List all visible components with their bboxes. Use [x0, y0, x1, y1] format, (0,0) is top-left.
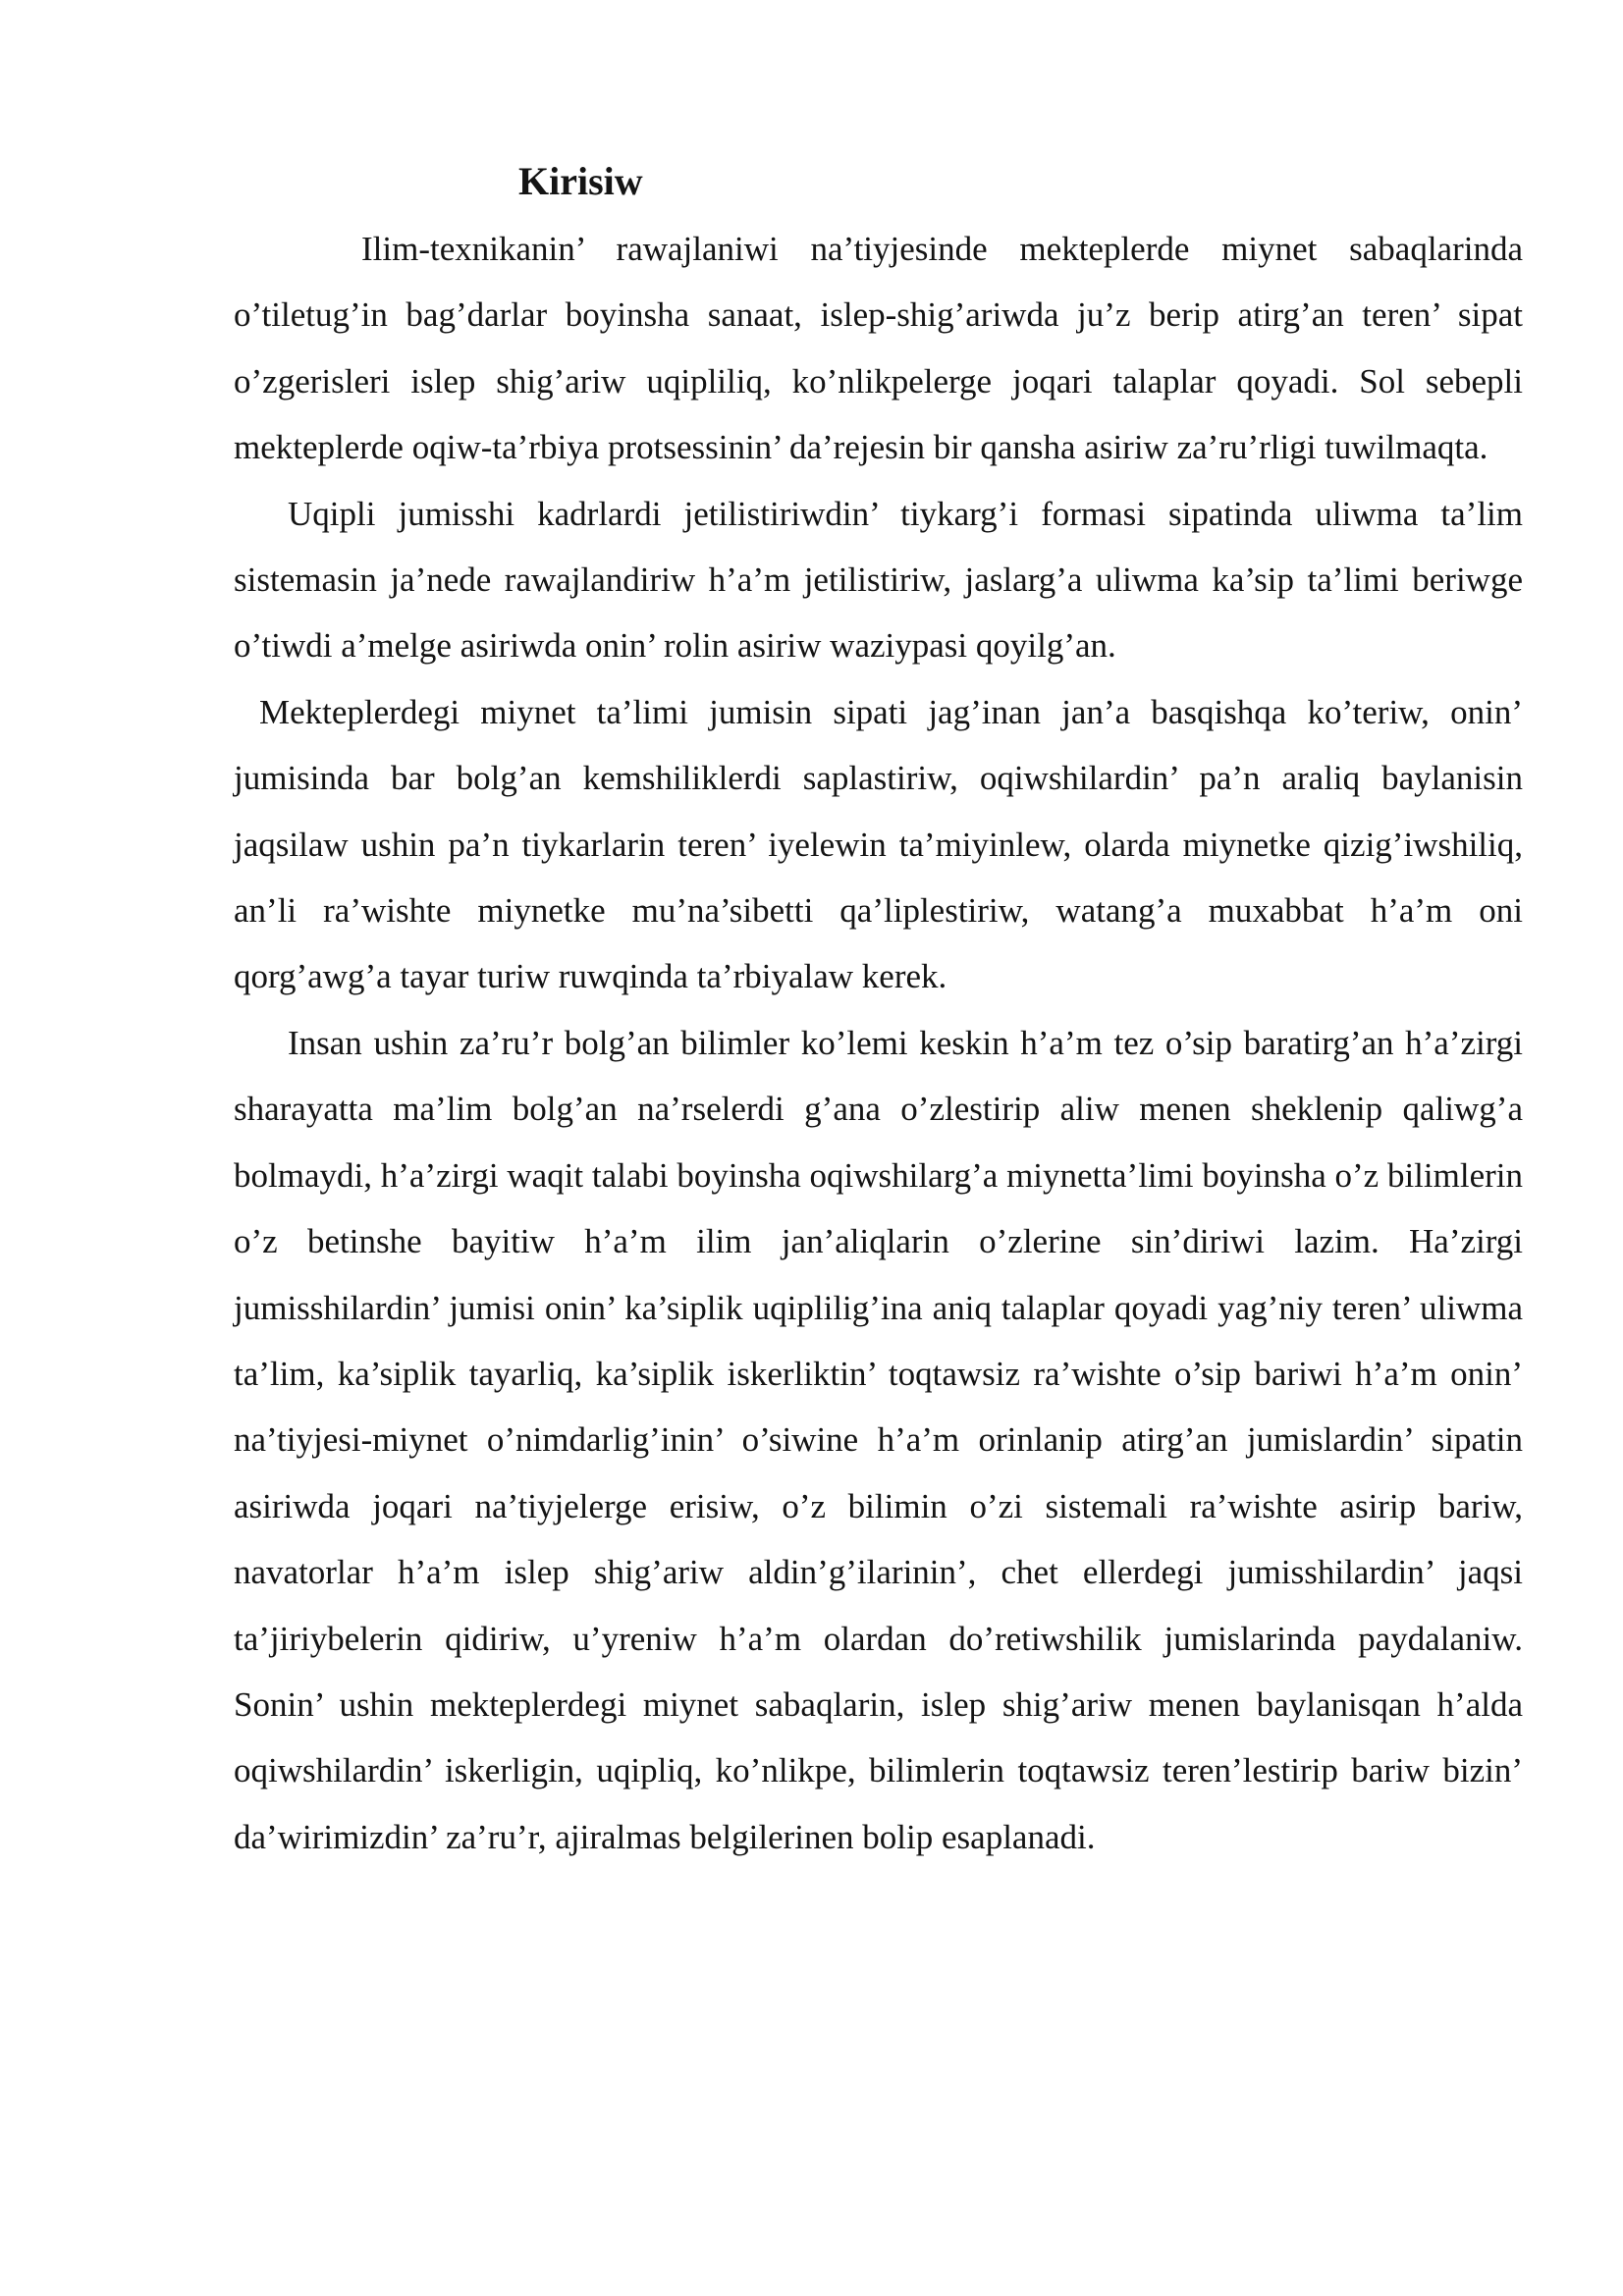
- paragraph-2: Uqipli jumisshi kadrlardi jetilistiriwdin’ tiykarg’i formasi sipatinda uliwma ta’lim sistemasin ja’nede rawajlandiriw h’a’m jetilistiriw, jaslarg’a uliwma ka’sip ta’limi beriwge o’tiwdi a’melge asiriwda onin’ rolin asiriw waziypasi qoyilg’an.: [234, 494, 1523, 666]
- paragraph-4: Insan ushin za’ru’r bolg’an bilimler ko’lemi keskin h’a’m tez o’sip baratirg’an h’a’zirgi sharayatta ma’lim bolg’an na’rselerdi g’ana o’zlestirip aliw menen sheklenip qaliwg’a bolmaydi, h’a’zirgi waqit talabi boyinsha oqiwshilarg’a miynetta’limi boyinsha o’z bilimlerin o’z betinshe bayitiw h’a’m ilim jan’aliqlarin o’zlerine sin’diriwi lazim. Ha’zirgi jumisshilardin’ jumisi onin’ ka’siplik uqiplilig’ina aniq talaplar qoyadi yag’niy teren’ uliwma ta’lim, ka’siplik tayarliq, ka’siplik iskerliktin’ toqtawsiz ra’wishte o’sip bariwi h’a’m onin’ na’tiyjesi-miynet o’nimdarlig’inin’ o’siwine h’a’m orinlanip atirg’an jumislardin’ sipatin asiriwda joqari na’tiyjelerge erisiw, o’z bilimin o’zi sistemali ra’wishte asirip bariw, navatorlar h’a’m islep shig’ariw aldin’g’ilarinin’, chet ellerdegi jumisshilardin’ jaqsi ta’jiriybelerin qidiriw, u’yreniw h’a’m olardan do’retiwshilik jumislarinda paydalaniw. Sonin’ ushin mekteplerdegi miynet sabaqlarin, islep shig’ariw menen baylanisqan h’alda oqiwshilardin’ iskerligin, uqipliq, ko’nlikpe, bilimlerin toqtawsiz teren’lestirip bariw bizin’ da’wirimizdin’ za’ru’r, ajiralmas belgilerinen bolip esaplanadi.: [234, 1023, 1523, 1856]
- page-title: Kirisiw: [518, 159, 643, 203]
- paragraph-1: Ilim-texnikanin’ rawajlaniwi na’tiyjesinde mekteplerde miynet sabaqlarinda o’tiletug’in bag’darlar boyinsha sanaat, islep-shig’ariwda ju’z berip atirg’an teren’ sipat o’zgerisleri islep shig’ariw uqipliliq, ko’nlikpelerge joqari talaplar qoyadi. Sol sebepli mekteplerde oqiw-ta’rbiya protsessinin’ da’rejesin bir qansha asiriw za’ru’rligi tuwilmaqta.: [234, 230, 1523, 467]
- document-body: [234, 147, 1523, 1870]
- paragraph-3: Mekteplerdegi miynet ta’limi jumisin sipati jag’inan jan’a basqishqa ko’teriw, onin’ jumisinda bar bolg’an kemshiliklerdi saplastiriw, oqiwshilardin’ pa’n araliq baylanisin jaqsilaw ushin pa’n tiykarlarin teren’ iyelewin ta’miyinlew, olarda miynetke qizig’iwshiliq, an’li ra’wishte miynetke mu’na’sibetti qa’liplestiriw, watang’a muxabbat h’a’m oni qorg’awg’a tayar turiw ruwqinda ta’rbiyalaw kerek.: [234, 692, 1523, 996]
